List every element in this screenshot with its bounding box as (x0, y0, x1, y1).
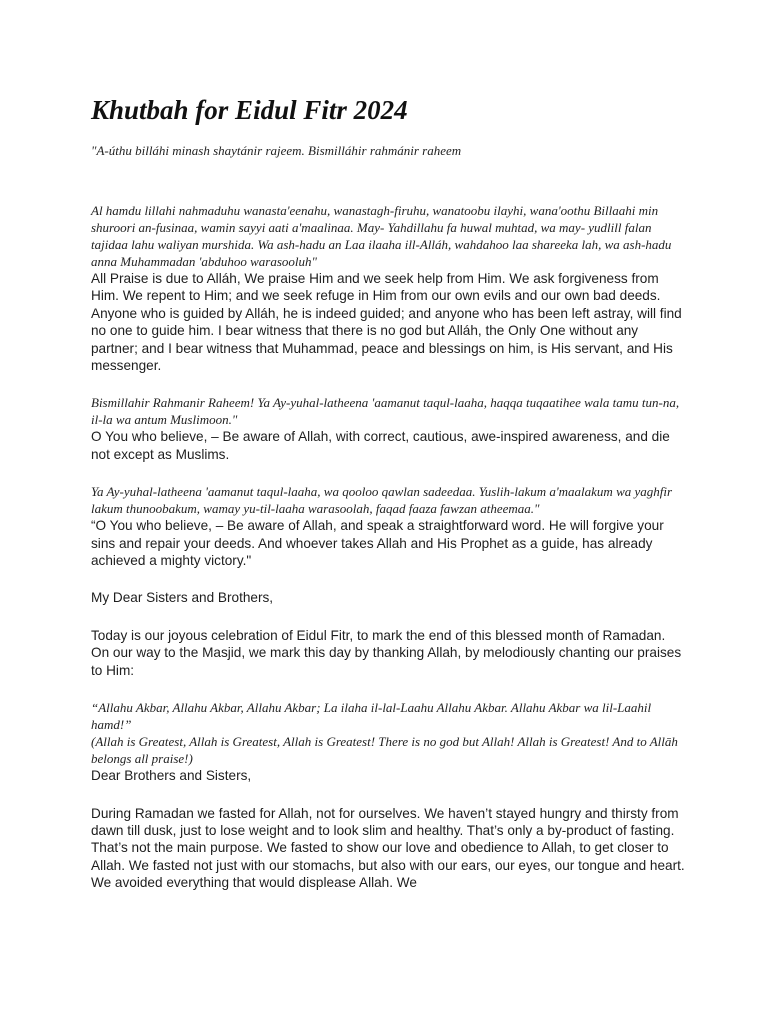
document-title: Khutbah for Eidul Fitr 2024 (91, 95, 408, 125)
english-praise-translation: All Praise is due to Alláh, We praise Him and we seek help from Him. We ask forgiveness from Him. We repent to Him; and we seek refuge in Him from our own evils and our own bad deeds. Anyone who is guided by Alláh, he is indeed guided; and anyone who has been left astray, will find no one to guide him. I bear witness that there is no god but Alláh, the Only One without any partner; and I bear witness that Muhammad, peace and blessings on him, is His servant, and His messenger. (91, 271, 682, 374)
greeting-brothers-sisters: Dear Brothers and Sisters, (91, 768, 252, 784)
arabic-praise-text: Al hamdu lillahi nahmaduhu wanasta'eenahu, wanastagh-firuhu, wanatoobu ilayhi, wana'oothu Billaahi min shuroori an-fusinaa, wamin sayyi aati a'maalinaa. May- Yahdillahu fa huwal muhtad, wa may- yudlill falan tajidaa lahu waliyan murshida. Wa ash-hadu an Laa ilaaha ill-Alláh, wahdahoo laa shareeka lah, wa ash-hadu anna Muhammadan 'abduhoo warasooluh" (91, 203, 672, 269)
greeting-sisters-brothers: My Dear Sisters and Brothers, (91, 590, 274, 606)
document-page (91, 92, 685, 892)
opening-invocation: "A-úthu billáhi minash shaytánir rajeem. Bismilláhir rahmánir raheem (91, 143, 462, 158)
arabic-verse-2: Ya Ay-yuhal-latheena 'aamanut taqul-laaha, wa qooloo qawlan sadeedaa. Yuslih-lakum a'maalakum wa yaghfir lakum thunoobakum, wamay yu-til-laaha warasoolah, faqad faaza fawzan atheemaa." (91, 484, 673, 517)
ramadan-paragraph: During Ramadan we fasted for Allah, not for ourselves. We haven’t stayed hungry and thirsty from dawn till dusk, just to lose weight and to look slim and healthy. That’s only a by-product of fasting. That’s not the main purpose. We fasted to show our love and obedience to Allah, to get closer to Allah. We fasted not just with our stomachs, but also with our ears, our eyes, our tongue and heart. We avoided everything that would displease Allah. We (91, 805, 685, 891)
english-verse-1-translation: O You who believe, – Be aware of Allah, with correct, cautious, awe-inspired awareness, and die not except as Muslims. (91, 429, 670, 462)
takbir-english: (Allah is Greatest, Allah is Greatest, Allah is Greatest! There is no god but Allah! Allah is Greatest! And to Allāh belongs all praise!) (91, 734, 678, 767)
arabic-verse-1: Bismillahir Rahmanir Raheem! Ya Ay-yuhal-latheena 'aamanut taqul-laaha, haqqa tuqaatihee wala tamu tun-na, il-la wa antum Muslimoon." (91, 395, 680, 428)
celebration-paragraph: Today is our joyous celebration of Eidul Fitr, to mark the end of this blessed month of Ramadan. On our way to the Masjid, we mark this day by thanking Allah, by melodiously chanting our praises to Him: (91, 627, 682, 678)
takbir-arabic: “Allahu Akbar, Allahu Akbar, Allahu Akbar; La ilaha il-lal-Laahu Allahu Akbar. Allahu Akbar wa lil-Laahil hamd!” (91, 700, 652, 733)
english-verse-2-translation: “O You who believe, – Be aware of Allah, and speak a straightforward word. He will forgive your sins and repair your deeds. And whoever takes Allah and His Prophet as a guide, has already achieved a mighty victory." (91, 518, 664, 569)
